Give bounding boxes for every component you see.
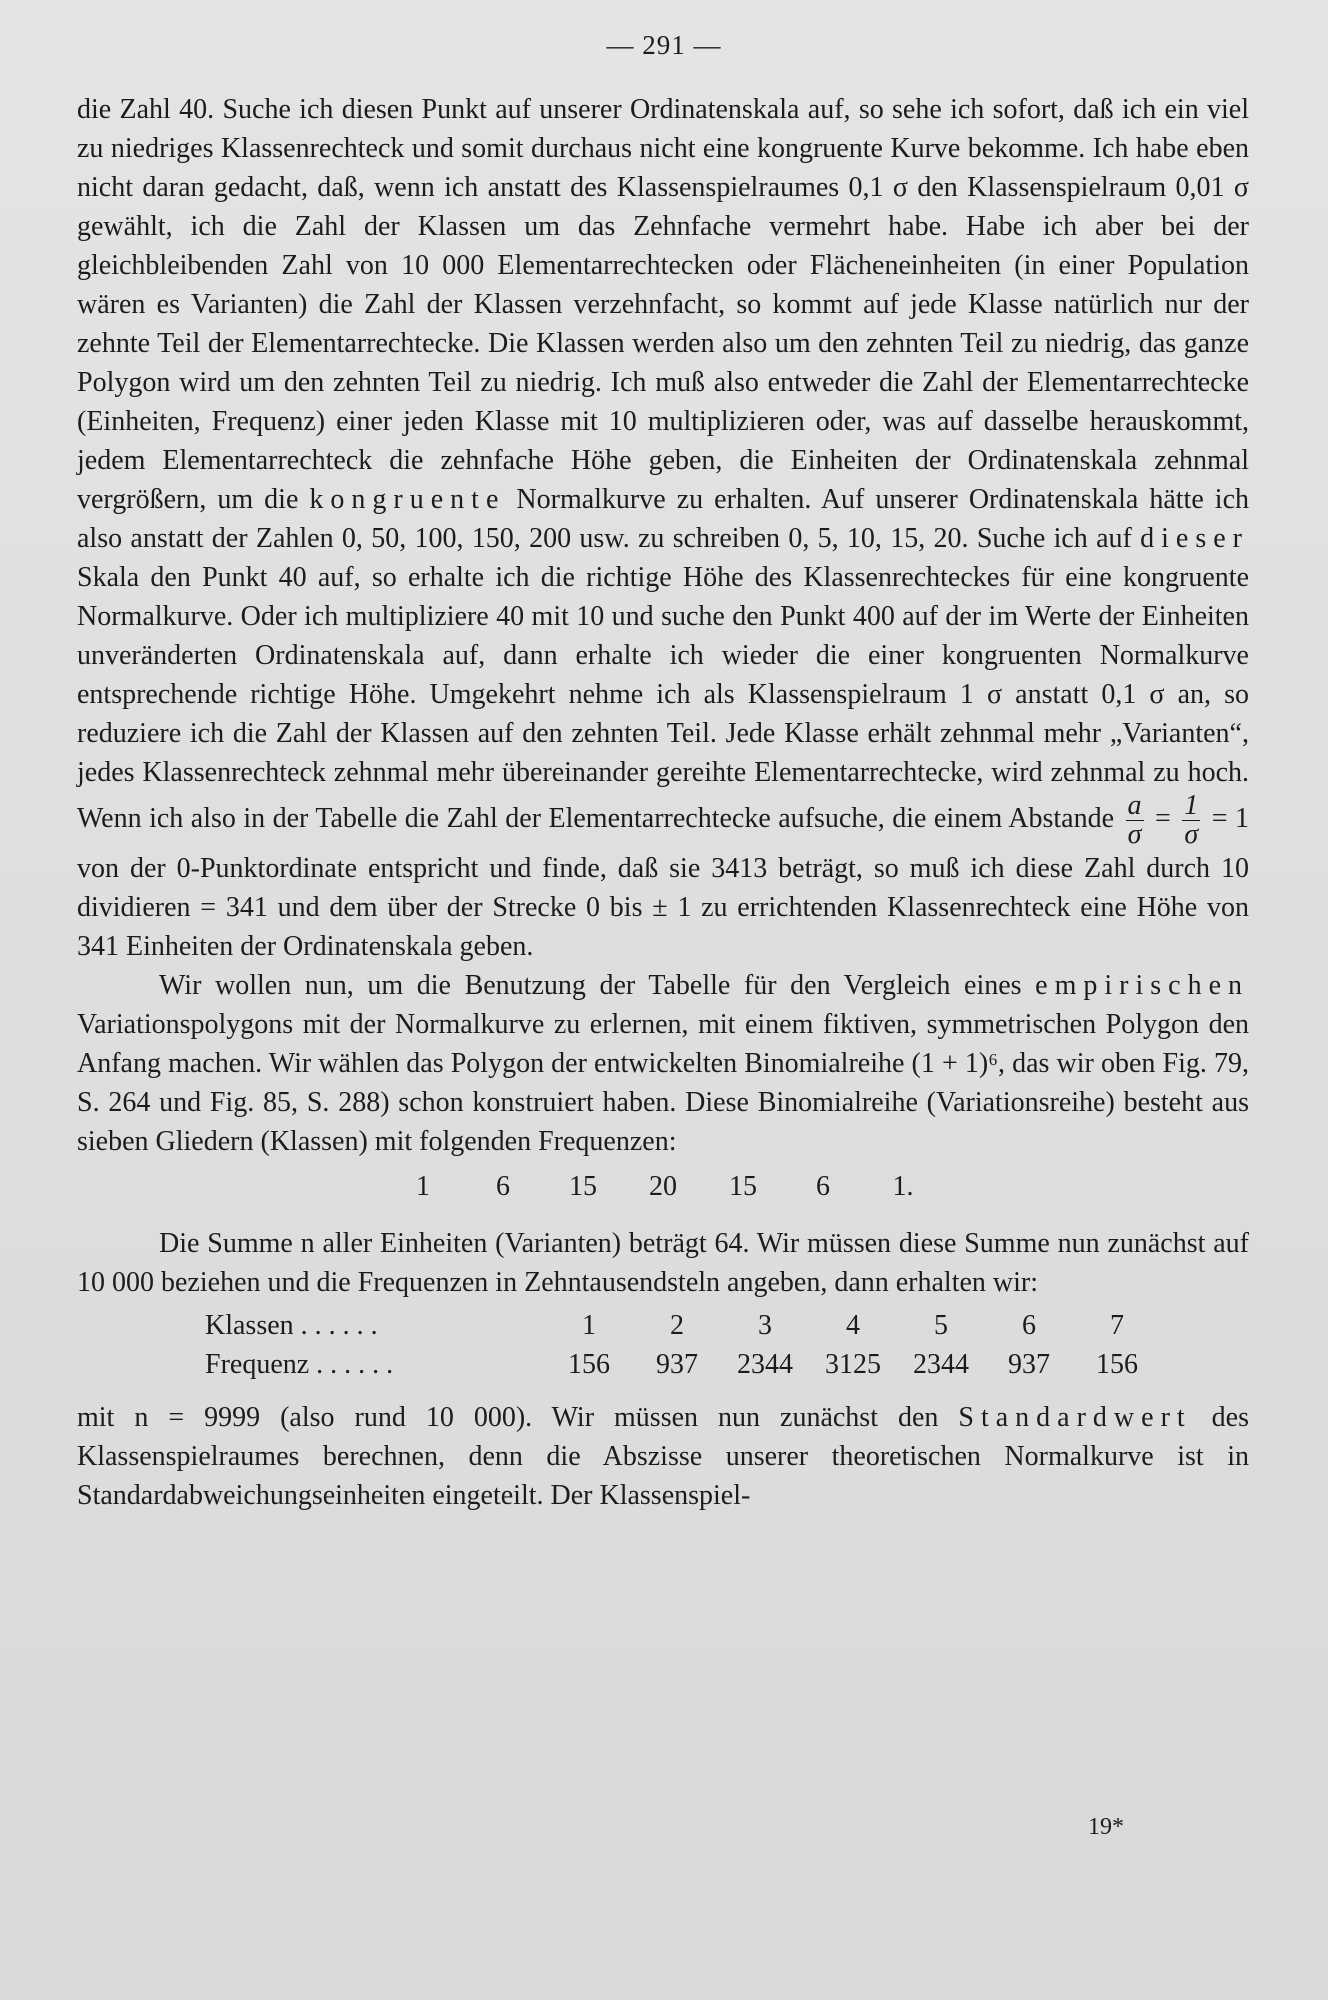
paragraph-3: Die Summe n aller Einheiten (Varianten) beträgt 64. Wir müssen diese Summe nun zunächst auf 10 000 beziehen und die Frequenzen in Zehntausendsteln angeben, dann erhalten wir: [77,1228,1249,1298]
table-cell: 2344 [913,1349,969,1380]
table-row [205,1345,1161,1384]
paragraph-2: Wir wollen nun, um die Benutzung der Tabelle für den Vergleich eines empirischen Variationspolygons mit der Normalkurve zu erlernen, mit einem fiktiven, symmetrischen Polygon den Anfang machen. Wir wählen das Polygon der entwickelten Binomialreihe (1 + 1)⁶, das wir oben Fig. 79, S. 264 und Fig. 85, S. 288) schon konstruiert haben. Diese Binomialreihe (Variationsreihe) besteht aus sieben Gliedern (Klassen) mit folgenden Frequenzen: [77,970,1249,1157]
table-cell: 156 [568,1349,610,1380]
table-cell: 2 [670,1310,684,1341]
frequency-table [205,1306,1161,1384]
page-body [77,90,1249,1515]
table-cell: 937 [656,1349,698,1380]
paragraph-4: mit n = 9999 (also rund 10 000). Wir müssen nun zunächst den Standardwert des Klassenspielraumes berechnen, denn die Abszisse unserer theoretischen Normalkurve ist in Standardabweichungseinheiten eingeteilt. Der Klassenspiel- [77,1402,1250,1511]
table-row [205,1306,1161,1345]
spaced-emphasis: kongruente [309,484,506,515]
spaced-emphasis: Standardwert [958,1402,1192,1433]
sequence-value: 6 [816,1171,830,1202]
table-cell: 937 [1008,1349,1050,1380]
frequency-sequence [77,1167,1249,1206]
sequence-value: 15 [729,1171,757,1202]
spaced-emphasis: empirischen [1035,970,1249,1001]
sequence-value: 1. [892,1171,914,1202]
table-cell: 156 [1096,1349,1138,1380]
sequence-value: 6 [496,1171,510,1202]
row-label: Frequenz . . . . . . [205,1349,394,1380]
sequence-value: 20 [649,1171,677,1202]
table-cell: 5 [934,1310,948,1341]
table-cell: 2344 [737,1349,793,1380]
table-cell: 6 [1022,1310,1036,1341]
fraction-a-over-sigma: $\frac{a}{\sigma}$ [1127,790,1142,850]
sequence-value: 1 [416,1171,430,1202]
table-cell: 7 [1110,1310,1124,1341]
sequence-value: 15 [569,1171,597,1202]
table-cell: 1 [582,1310,596,1341]
table-cell: 4 [846,1310,860,1341]
paragraph-1: die Zahl 40. Suche ich diesen Punkt auf unserer Ordinatenskala auf, so sehe ich sofort, daß ich ein viel zu niedriges Klassenrechteck und somit durchaus nicht eine kongruente Kurve bekomme. Ich habe eben nicht daran gedacht, daß, wenn ich anstatt des Klassenspielraumes 0,1 σ den Klassenspielraum 0,01 σ gewählt, ich die Zahl der Klassen um das Zehnfache vermehrt habe. Habe ich aber bei der gleichbleibenden Zahl von 10 000 Elementarrechtecken oder Flächeneinheiten (in einer Population wären es Varianten) die Zahl der Klassen verzehnfacht, so kommt auf jede Klasse natürlich nur der zehnte Teil der Elementarrechtecke. Die Klassen werden also um den zehnten Teil zu niedrig, das ganze Polygon wird um den zehnten Teil zu niedrig. Ich muß also entweder die Zahl der Elementarrechtecke (Einheiten, Frequenz) einer jeden Klasse mit 10 multiplizieren oder, was auf dasselbe herauskommt, jedem Elementarrechteck die zehnfache Höhe geben, die Einheiten der Ordinatenskala zehnmal vergrößern, um die kongruente Normalkurve zu erhalten. Auf unserer Ordinatenskala hätte ich also anstatt der Zahlen 0, 50, 100, 150, 200 usw. zu schreiben 0, 5, 10, 15, 20. Suche ich auf dieser Skala den Punkt 40 auf, so erhalte ich die richtige Höhe des Klassenrechteckes für eine kongruente Normalkurve. Oder ich multipliziere 40 mit 10 und suche den Punkt 400 auf der im Werte der Einheiten unveränderten Ordinatenskala auf, dann erhalte ich wieder die einer kongruenten Normalkurve entsprechende richtige Höhe. Umgekehrt nehme ich als Klassenspielraum 1 σ anstatt 0,1 σ an, so reduziere ich die Zahl der Klassen auf den zehnten Teil. Jede Klasse erhält zehnmal mehr „Varianten“, jedes Klassenrechteck zehnmal mehr übereinander gereihte Elementarrechtecke, wird zehnmal zu hoch. Wenn ich also in der Tabelle die Zahl der Elementarrechtecke aufsuche, die einem Abstande $\frac{a}{\sigma}$ = $\frac{1}{\sigma}$ = 1 von der 0-Punktordinate entspricht und finde, daß sie 3413 beträgt, so muß ich diese Zahl durch 10 dividieren = 341 und dem über der Strecke 0 bis ± 1 zu errichtenden Klassenrechteck eine Höhe von 341 Einheiten der Ordinatenskala geben. [77,94,1250,962]
spaced-emphasis: dieser [1140,523,1249,554]
table-cell: 3 [758,1310,772,1341]
table-cell: 3125 [825,1349,881,1380]
page-number: — 291 — [606,30,722,60]
signature-mark: 19* [1088,1814,1124,1840]
row-label: Klassen . . . . . . [205,1310,378,1341]
fraction-1-over-sigma: $\frac{1}{\sigma}$ [1184,790,1199,850]
